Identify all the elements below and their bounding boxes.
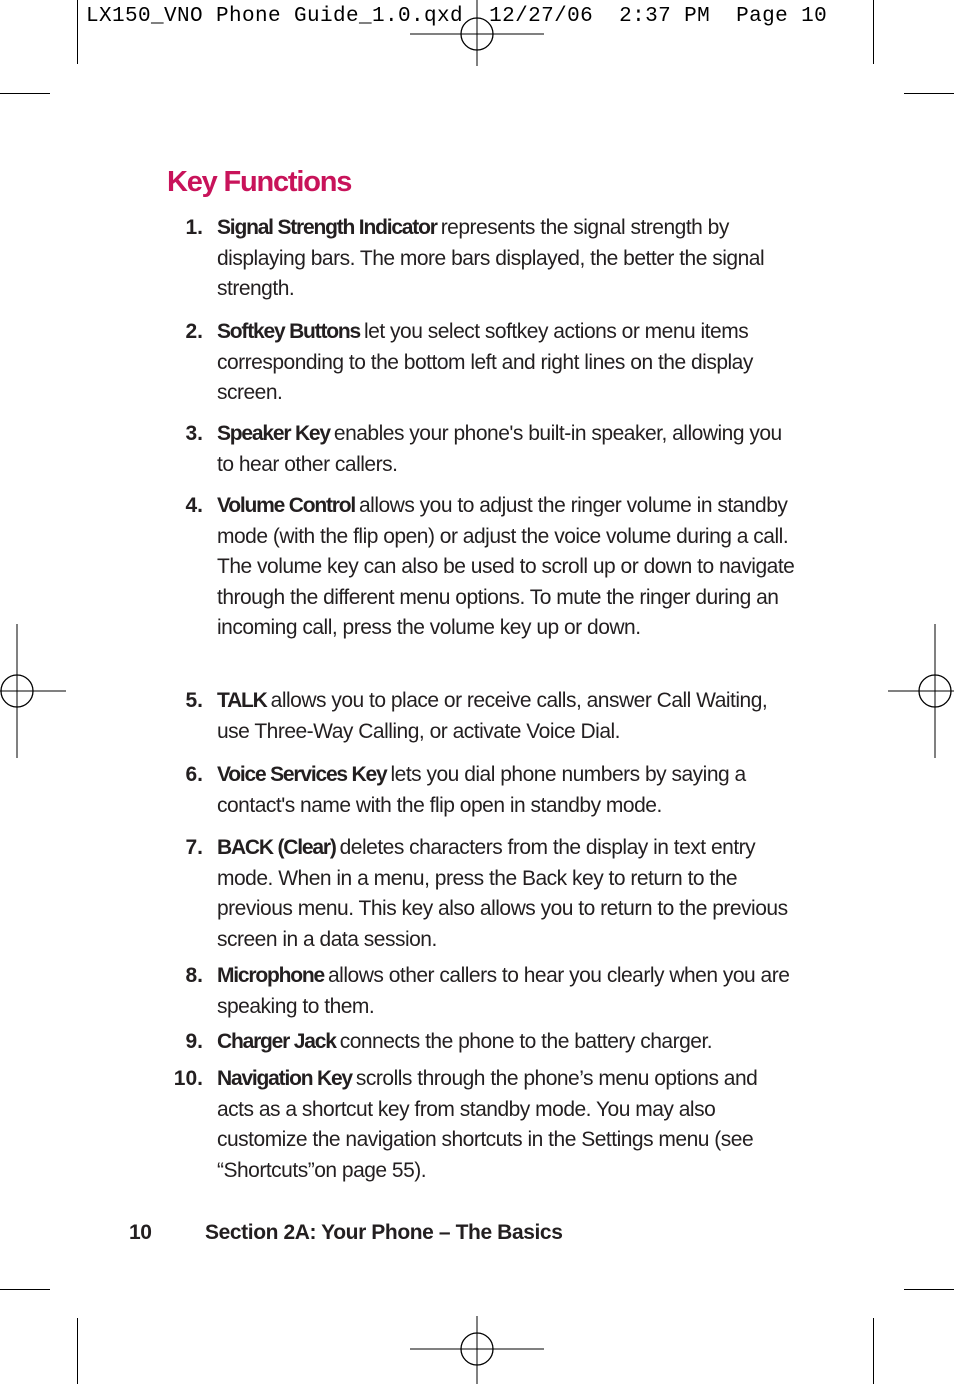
item-term: Signal Strength Indicator (217, 216, 437, 239)
item-text: connects the phone to the battery charger. (339, 1030, 713, 1053)
item-body (217, 833, 795, 955)
item-number: 1. (185, 216, 203, 239)
item-term: Charger Jack (217, 1030, 336, 1053)
item-term: Softkey Buttons (217, 320, 361, 343)
crop-mark (0, 1289, 50, 1290)
print-slug: LX150_VNO Phone Guide_1.0.qxd 12/27/06 2:37 PM Page 10 (86, 5, 828, 28)
item-text: enables your phone's built-in speaker, allowing you to hear other callers. (217, 422, 782, 476)
registration-mark-bottom (410, 1316, 544, 1384)
item-number: 3. (185, 422, 203, 445)
item-text: allows other callers to hear you clearly when you are speaking to them. (217, 964, 790, 1018)
item-body (217, 1027, 795, 1058)
page-heading: Key Functions (167, 166, 352, 198)
item-body (217, 686, 795, 747)
item-term: Voice Services Key (217, 763, 387, 786)
section-title: Section 2A: Your Phone – The Basics (205, 1221, 563, 1244)
item-text: let you select softkey actions or menu items corresponding to the bottom left and right lines on the display screen. (217, 320, 753, 404)
item-body (217, 1064, 795, 1186)
item-term: BACK (Clear) (217, 836, 336, 859)
crop-mark (873, 1318, 874, 1384)
item-text: scrolls through the phone’s menu options and acts as a shortcut key from standby mode. You may also customize the navigation shortcuts in the Settings menu (see “Shortcuts”on page 55). (217, 1067, 758, 1182)
registration-mark-right (888, 624, 954, 758)
crop-mark (77, 0, 78, 64)
crop-mark (873, 0, 874, 64)
item-body (217, 419, 795, 480)
item-body (217, 317, 795, 409)
item-text: lets you dial phone numbers by saying a contact's name with the flip open in standby mode. (217, 763, 746, 817)
item-number: 5. (185, 689, 203, 712)
item-number: 7. (185, 836, 203, 859)
item-number: 6. (185, 763, 203, 786)
item-term: Volume Control (217, 494, 355, 517)
crop-mark (904, 93, 954, 94)
item-number: 9. (185, 1030, 203, 1053)
registration-mark-top (410, 0, 544, 66)
crop-mark (77, 1318, 78, 1384)
item-term: TALK (217, 689, 267, 712)
item-text: deletes characters from the display in text entry mode. When in a menu, press the Back key to return to the previous menu. This key also allows you to return to the previous screen in a data session. (217, 836, 788, 951)
crop-mark (904, 1289, 954, 1290)
crop-mark (0, 93, 50, 94)
item-term: Microphone (217, 964, 324, 987)
item-text: represents the signal strength by displaying bars. The more bars displayed, the better the signal strength. (217, 216, 765, 300)
item-text: allows you to place or receive calls, answer Call Waiting, use Three-Way Calling, or activate Voice Dial. (217, 689, 768, 743)
item-number: 8. (185, 964, 203, 987)
item-number: 10. (173, 1067, 203, 1090)
page-number: 10 (129, 1221, 152, 1244)
item-number: 2. (185, 320, 203, 343)
item-term: Speaker Key (217, 422, 330, 445)
item-body (217, 491, 795, 644)
item-body (217, 760, 795, 821)
item-term: Navigation Key (217, 1067, 352, 1090)
item-body (217, 213, 795, 305)
item-body (217, 961, 795, 1022)
registration-mark-left (0, 624, 66, 758)
item-number: 4. (185, 494, 203, 517)
item-text: allows you to adjust the ringer volume in standby mode (with the flip open) or adjust the voice volume during a call. The volume key can also be used to scroll up or down to navigate through the different menu options. To mute the ringer during an incoming call, press the volume key up or down. (217, 494, 795, 639)
